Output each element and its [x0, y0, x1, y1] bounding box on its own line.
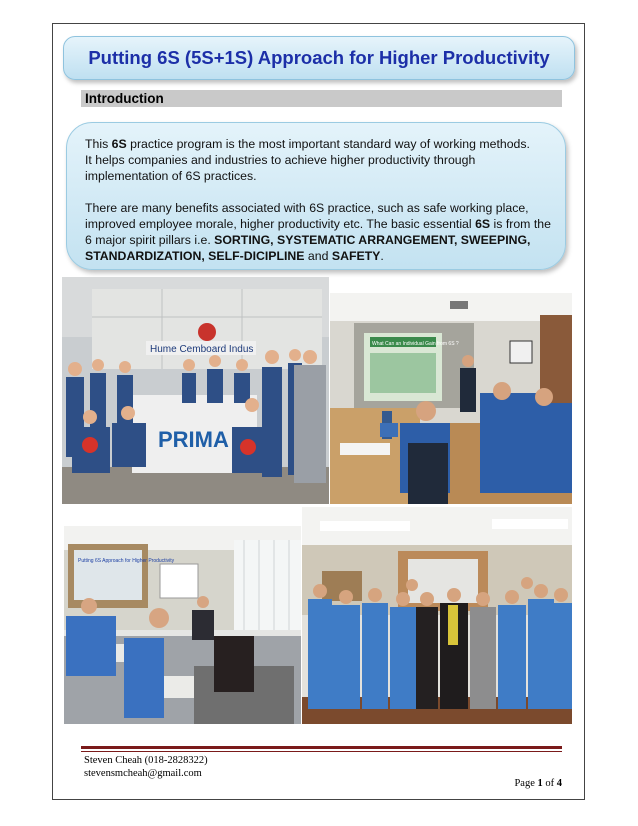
photo-lobby-group [62, 277, 329, 504]
footer-rule-thin [81, 751, 562, 752]
footer-rule-thick [81, 746, 562, 749]
intro-text [85, 136, 557, 280]
footer-email: stevensmcheah@gmail.com [84, 768, 202, 779]
svg-text:Hume Cemboard Indus: Hume Cemboard Indus [150, 344, 254, 355]
section-heading: Introduction [85, 91, 164, 106]
svg-text:What Can an Individual Gain fr: What Can an Individual Gain from 6S ? [372, 341, 459, 347]
svg-text:PRIMA: PRIMA [158, 427, 229, 452]
footer-author: Steven Cheah (018-2828322) [84, 755, 208, 766]
page-title: Putting 6S (5S+1S) Approach for Higher Productivity [88, 47, 550, 68]
photo-group-thumbs-up [302, 507, 572, 724]
intro-paragraph-1: This 6S practice program is the most important standard way of working methods. It helps companies and industries to achieve higher productivity through implementation of 6S practices. [85, 137, 530, 183]
page-number: Page 1 of 4 [514, 778, 562, 789]
photo-training-room [330, 293, 572, 504]
section-header [81, 90, 562, 107]
svg-text:Putting 6S Approach for Higher: Putting 6S Approach for Higher Productivity [78, 558, 175, 564]
intro-paragraph-2: There are many benefits associated with 6S practice, such as safe working place, improved employee morale, higher productivity etc. The basic essential 6S is from the 6 major spirit pillars i.e. SORTING, SYSTEMATIC ARRANGEMENT, SWEEPING, STANDARDIZATION, SELF-DICIPLINE and SAFETY. [85, 201, 551, 263]
title-banner [63, 36, 575, 80]
photo-seminar-room [64, 526, 301, 724]
